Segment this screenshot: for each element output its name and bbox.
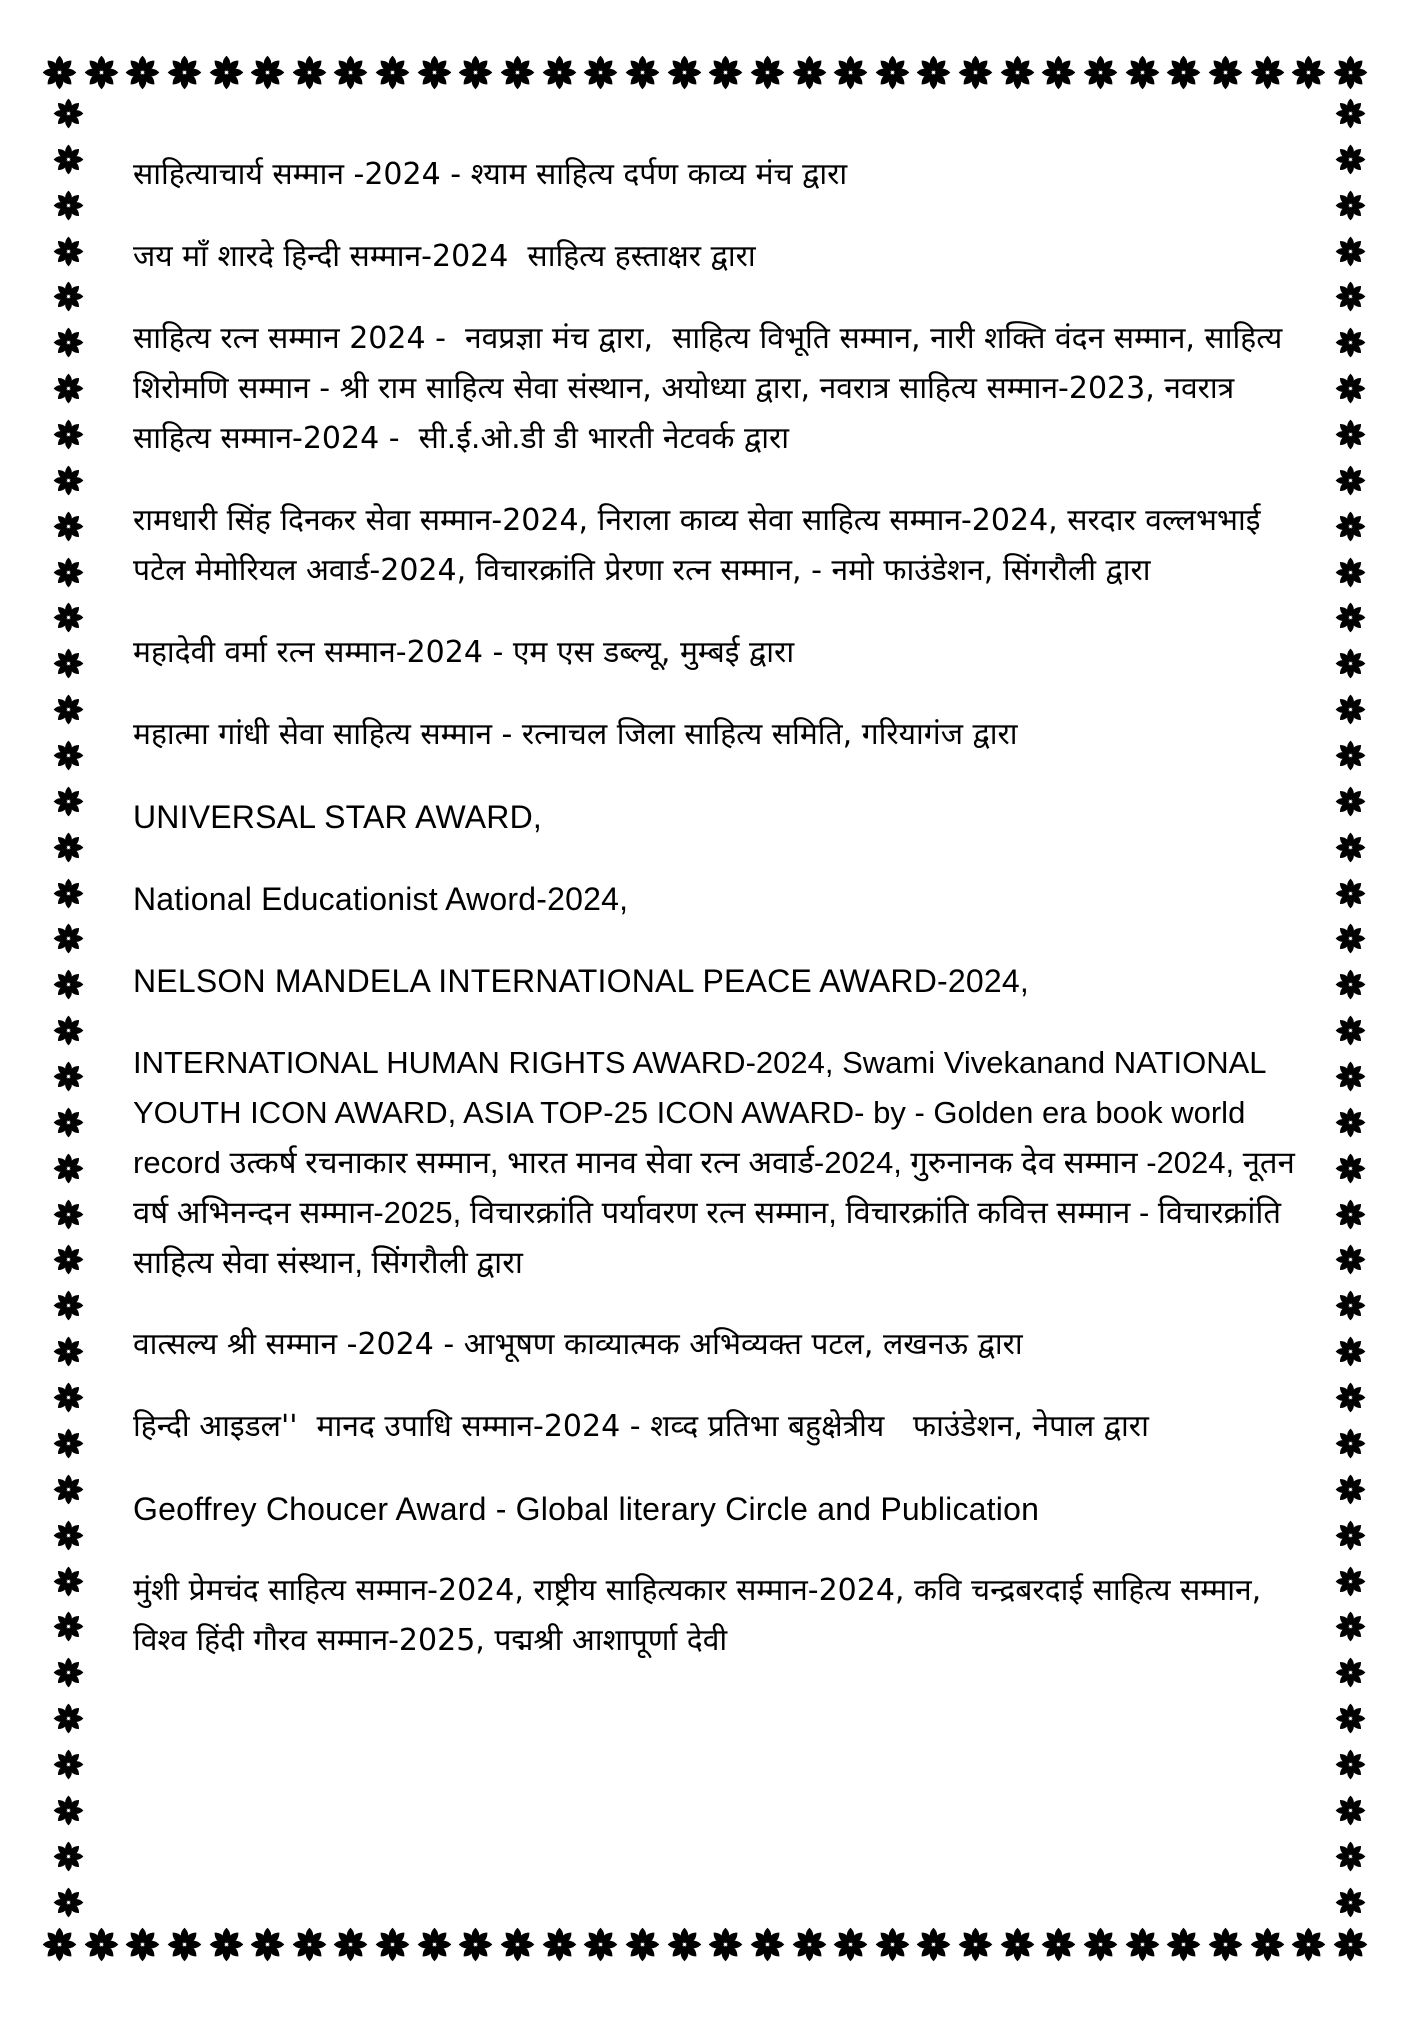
flower-asterisk-icon bbox=[958, 55, 993, 90]
flower-asterisk-icon bbox=[292, 55, 327, 90]
flower-asterisk-icon bbox=[53, 1428, 84, 1459]
flower-asterisk-icon bbox=[209, 1927, 244, 1962]
flower-asterisk-icon bbox=[53, 281, 84, 312]
flower-asterisk-icon bbox=[53, 1566, 84, 1597]
award-paragraph: महात्मा गांधी सेवा साहित्य सम्मान - रत्नाचल जिला साहित्य समिति, गरियागंज द्वारा bbox=[133, 717, 1018, 752]
flower-asterisk-icon bbox=[53, 1611, 84, 1642]
flower-asterisk-icon bbox=[1335, 1566, 1366, 1597]
flower-asterisk-icon bbox=[333, 1927, 368, 1962]
flower-asterisk-icon bbox=[1166, 55, 1201, 90]
flower-asterisk-icon bbox=[53, 465, 84, 496]
award-paragraph: Geoffrey Choucer Award - Global literary Circle and Publication bbox=[133, 1491, 1040, 1527]
flower-asterisk-icon bbox=[1335, 1199, 1366, 1230]
flower-asterisk-icon bbox=[1125, 55, 1160, 90]
award-paragraph: रामधारी सिंह दिनकर सेवा सम्मान-2024, निराला काव्य सेवा साहित्य सम्मान-2024, सरदार वल्लभभाई पटेल मेमोरियल अवार्ड-2024, विचारक्रांति प्रेरणा रत्न सम्मान, - नमो फाउंडेशन, सिंगरौली द्वारा bbox=[133, 503, 1271, 588]
flower-asterisk-icon bbox=[167, 1927, 202, 1962]
flower-asterisk-icon bbox=[53, 327, 84, 358]
flower-asterisk-icon bbox=[1335, 1657, 1366, 1688]
flower-asterisk-icon bbox=[1000, 55, 1035, 90]
flower-asterisk-icon bbox=[1335, 1428, 1366, 1459]
flower-asterisk-icon bbox=[1335, 740, 1366, 771]
flower-asterisk-icon bbox=[53, 1520, 84, 1551]
flower-asterisk-icon bbox=[1335, 1841, 1366, 1872]
flower-asterisk-icon bbox=[1335, 1290, 1366, 1321]
flower-asterisk-icon bbox=[1291, 1927, 1326, 1962]
flower-asterisk-icon bbox=[53, 144, 84, 175]
flower-asterisk-icon bbox=[53, 190, 84, 221]
flower-asterisk-icon bbox=[53, 419, 84, 450]
flower-asterisk-icon bbox=[1335, 327, 1366, 358]
flower-asterisk-icon bbox=[84, 55, 119, 90]
flower-asterisk-icon bbox=[1083, 1927, 1118, 1962]
flower-asterisk-icon bbox=[53, 1290, 84, 1321]
flower-asterisk-icon bbox=[53, 740, 84, 771]
flower-asterisk-icon bbox=[1335, 1611, 1366, 1642]
flower-asterisk-icon bbox=[53, 1199, 84, 1230]
flower-asterisk-icon bbox=[500, 1927, 535, 1962]
award-paragraph: INTERNATIONAL HUMAN RIGHTS AWARD-2024, Swami Vivekanand NATIONAL YOUTH ICON AWARD, ASIA TOP-25 ICON AWARD- by - Golden era book world record उत्कर्ष रचनाकार सम्मान, भारत मानव सेवा रत्न अवार्ड-2024, गुरुनानक देव सम्मान -2024, नूतन वर्ष अभिनन्दन सम्मान-2025, विचारक्रांति पर्यावरण रत्न सम्मान, विचारक्रांति कवित्त सम्मान - विचारक्रांति साहित्य सेवा संस्थान, सिंगरौली द्वारा bbox=[133, 1045, 1304, 1280]
flower-asterisk-icon bbox=[1335, 1153, 1366, 1184]
flower-asterisk-icon bbox=[1125, 1927, 1160, 1962]
award-paragraph: वात्सल्य श्री सम्मान -2024 - आभूषण काव्यात्मक अभिव्यक्त पटल, लखनऊ द्वारा bbox=[133, 1327, 1023, 1362]
flower-asterisk-icon bbox=[458, 1927, 493, 1962]
flower-asterisk-icon bbox=[1335, 1107, 1366, 1138]
flower-asterisk-icon bbox=[1335, 1703, 1366, 1734]
flower-asterisk-icon bbox=[53, 602, 84, 633]
flower-asterisk-icon bbox=[1335, 694, 1366, 725]
flower-asterisk-icon bbox=[1333, 1927, 1368, 1962]
flower-asterisk-icon bbox=[250, 1927, 285, 1962]
flower-asterisk-icon bbox=[53, 98, 84, 129]
awards-list bbox=[133, 150, 1313, 1698]
flower-asterisk-icon bbox=[42, 1927, 77, 1962]
flower-asterisk-icon bbox=[1000, 1927, 1035, 1962]
flower-asterisk-icon bbox=[750, 1927, 785, 1962]
flower-asterisk-icon bbox=[53, 1244, 84, 1275]
flower-asterisk-icon bbox=[500, 55, 535, 90]
flower-asterisk-icon bbox=[53, 1107, 84, 1138]
flower-asterisk-icon bbox=[1335, 465, 1366, 496]
award-paragraph: National Educationist Aword-2024, bbox=[133, 881, 629, 917]
flower-asterisk-icon bbox=[53, 786, 84, 817]
flower-asterisk-icon bbox=[53, 1749, 84, 1780]
flower-asterisk-icon bbox=[333, 55, 368, 90]
flower-asterisk-icon bbox=[458, 55, 493, 90]
flower-asterisk-icon bbox=[53, 1474, 84, 1505]
flower-asterisk-icon bbox=[792, 55, 827, 90]
flower-asterisk-icon bbox=[1335, 511, 1366, 542]
award-paragraph: UNIVERSAL STAR AWARD, bbox=[133, 799, 543, 835]
border-top bbox=[42, 50, 1368, 94]
flower-asterisk-icon bbox=[1335, 1382, 1366, 1413]
flower-asterisk-icon bbox=[53, 648, 84, 679]
flower-asterisk-icon bbox=[833, 1927, 868, 1962]
flower-asterisk-icon bbox=[53, 557, 84, 588]
flower-asterisk-icon bbox=[1335, 648, 1366, 679]
flower-asterisk-icon bbox=[1335, 419, 1366, 450]
flower-asterisk-icon bbox=[1335, 281, 1366, 312]
flower-asterisk-icon bbox=[708, 1927, 743, 1962]
flower-asterisk-icon bbox=[916, 55, 951, 90]
flower-asterisk-icon bbox=[1335, 1887, 1366, 1918]
award-paragraph: महादेवी वर्मा रत्न सम्मान-2024 - एम एस डब्ल्यू, मुम्बई द्वारा bbox=[133, 635, 795, 670]
award-paragraph: NELSON MANDELA INTERNATIONAL PEACE AWARD-2024, bbox=[133, 963, 1029, 999]
flower-asterisk-icon bbox=[1166, 1927, 1201, 1962]
flower-asterisk-icon bbox=[625, 1927, 660, 1962]
flower-asterisk-icon bbox=[583, 55, 618, 90]
flower-asterisk-icon bbox=[1041, 55, 1076, 90]
flower-asterisk-icon bbox=[1041, 1927, 1076, 1962]
flower-asterisk-icon bbox=[667, 55, 702, 90]
flower-asterisk-icon bbox=[667, 1927, 702, 1962]
flower-asterisk-icon bbox=[708, 55, 743, 90]
flower-asterisk-icon bbox=[125, 55, 160, 90]
award-paragraph: साहित्याचार्य सम्मान -2024 - श्याम साहित्य दर्पण काव्य मंच द्वारा bbox=[133, 157, 848, 192]
flower-asterisk-icon bbox=[53, 1061, 84, 1092]
flower-asterisk-icon bbox=[53, 1657, 84, 1688]
flower-asterisk-icon bbox=[833, 55, 868, 90]
flower-asterisk-icon bbox=[53, 832, 84, 863]
flower-asterisk-icon bbox=[1335, 98, 1366, 129]
flower-asterisk-icon bbox=[1083, 55, 1118, 90]
flower-asterisk-icon bbox=[1335, 190, 1366, 221]
flower-asterisk-icon bbox=[1335, 1061, 1366, 1092]
flower-asterisk-icon bbox=[1335, 1795, 1366, 1826]
flower-asterisk-icon bbox=[375, 1927, 410, 1962]
flower-asterisk-icon bbox=[875, 1927, 910, 1962]
award-paragraph: हिन्दी आइडल'' मानद उपाधि सम्मान-2024 - शव्द प्रतिभा बहुक्षेत्रीय फाउंडेशन, नेपाल द्वारा bbox=[133, 1409, 1149, 1444]
flower-asterisk-icon bbox=[1335, 602, 1366, 633]
flower-asterisk-icon bbox=[53, 694, 84, 725]
award-paragraph: मुंशी प्रेमचंद साहित्य सम्मान-2024, राष्ट्रीय साहित्यकार सम्मान-2024, कवि चन्द्रबरदाई साहित्य सम्मान, विश्व हिंदी गौरव सम्मान-2025, पद्मश्री आशापूर्णा देवी bbox=[133, 1573, 1271, 1658]
flower-asterisk-icon bbox=[417, 55, 452, 90]
flower-asterisk-icon bbox=[1335, 144, 1366, 175]
flower-asterisk-icon bbox=[1250, 55, 1285, 90]
border-left bbox=[50, 98, 86, 1918]
flower-asterisk-icon bbox=[1335, 1244, 1366, 1275]
flower-asterisk-icon bbox=[53, 923, 84, 954]
border-bottom bbox=[42, 1922, 1368, 1966]
flower-asterisk-icon bbox=[53, 969, 84, 1000]
flower-asterisk-icon bbox=[1335, 557, 1366, 588]
flower-asterisk-icon bbox=[53, 1015, 84, 1046]
flower-asterisk-icon bbox=[1335, 923, 1366, 954]
flower-asterisk-icon bbox=[53, 1887, 84, 1918]
flower-asterisk-icon bbox=[1335, 1520, 1366, 1551]
flower-asterisk-icon bbox=[1335, 373, 1366, 404]
flower-asterisk-icon bbox=[625, 55, 660, 90]
flower-asterisk-icon bbox=[292, 1927, 327, 1962]
flower-asterisk-icon bbox=[53, 373, 84, 404]
flower-asterisk-icon bbox=[53, 878, 84, 909]
flower-asterisk-icon bbox=[53, 236, 84, 267]
flower-asterisk-icon bbox=[53, 1841, 84, 1872]
flower-asterisk-icon bbox=[53, 1382, 84, 1413]
flower-asterisk-icon bbox=[53, 1795, 84, 1826]
flower-asterisk-icon bbox=[53, 511, 84, 542]
flower-asterisk-icon bbox=[1333, 55, 1368, 90]
flower-asterisk-icon bbox=[167, 55, 202, 90]
flower-asterisk-icon bbox=[916, 1927, 951, 1962]
flower-asterisk-icon bbox=[1335, 1474, 1366, 1505]
flower-asterisk-icon bbox=[1208, 55, 1243, 90]
flower-asterisk-icon bbox=[875, 55, 910, 90]
flower-asterisk-icon bbox=[417, 1927, 452, 1962]
flower-asterisk-icon bbox=[1335, 1015, 1366, 1046]
flower-asterisk-icon bbox=[1335, 786, 1366, 817]
flower-asterisk-icon bbox=[125, 1927, 160, 1962]
flower-asterisk-icon bbox=[792, 1927, 827, 1962]
flower-asterisk-icon bbox=[542, 1927, 577, 1962]
flower-asterisk-icon bbox=[958, 1927, 993, 1962]
flower-asterisk-icon bbox=[1335, 832, 1366, 863]
flower-asterisk-icon bbox=[1335, 878, 1366, 909]
flower-asterisk-icon bbox=[1335, 969, 1366, 1000]
flower-asterisk-icon bbox=[53, 1336, 84, 1367]
flower-asterisk-icon bbox=[1291, 55, 1326, 90]
border-right bbox=[1332, 98, 1368, 1918]
flower-asterisk-icon bbox=[84, 1927, 119, 1962]
flower-asterisk-icon bbox=[583, 1927, 618, 1962]
flower-asterisk-icon bbox=[750, 55, 785, 90]
flower-asterisk-icon bbox=[542, 55, 577, 90]
flower-asterisk-icon bbox=[1250, 1927, 1285, 1962]
flower-asterisk-icon bbox=[209, 55, 244, 90]
flower-asterisk-icon bbox=[1208, 1927, 1243, 1962]
flower-asterisk-icon bbox=[53, 1703, 84, 1734]
flower-asterisk-icon bbox=[1335, 1336, 1366, 1367]
flower-asterisk-icon bbox=[1335, 236, 1366, 267]
flower-asterisk-icon bbox=[53, 1153, 84, 1184]
flower-asterisk-icon bbox=[375, 55, 410, 90]
flower-asterisk-icon bbox=[250, 55, 285, 90]
award-paragraph: जय माँ शारदे हिन्दी सम्मान-2024 साहित्य हस्ताक्षर द्वारा bbox=[133, 239, 756, 274]
flower-asterisk-icon bbox=[42, 55, 77, 90]
award-paragraph: साहित्य रत्न सम्मान 2024 - नवप्रज्ञा मंच द्वारा, साहित्य विभूति सम्मान, नारी शक्ति वंदन सम्मान, साहित्य शिरोमणि सम्मान - श्री राम साहित्य सेवा संस्थान, अयोध्या द्वारा, नवरात्र साहित्य सम्मान-2023, नवरात्र साहित्य सम्मान-2024 - सी.ई.ओ.डी डी भारती नेटवर्क द्वारा bbox=[133, 321, 1292, 456]
flower-asterisk-icon bbox=[1335, 1749, 1366, 1780]
